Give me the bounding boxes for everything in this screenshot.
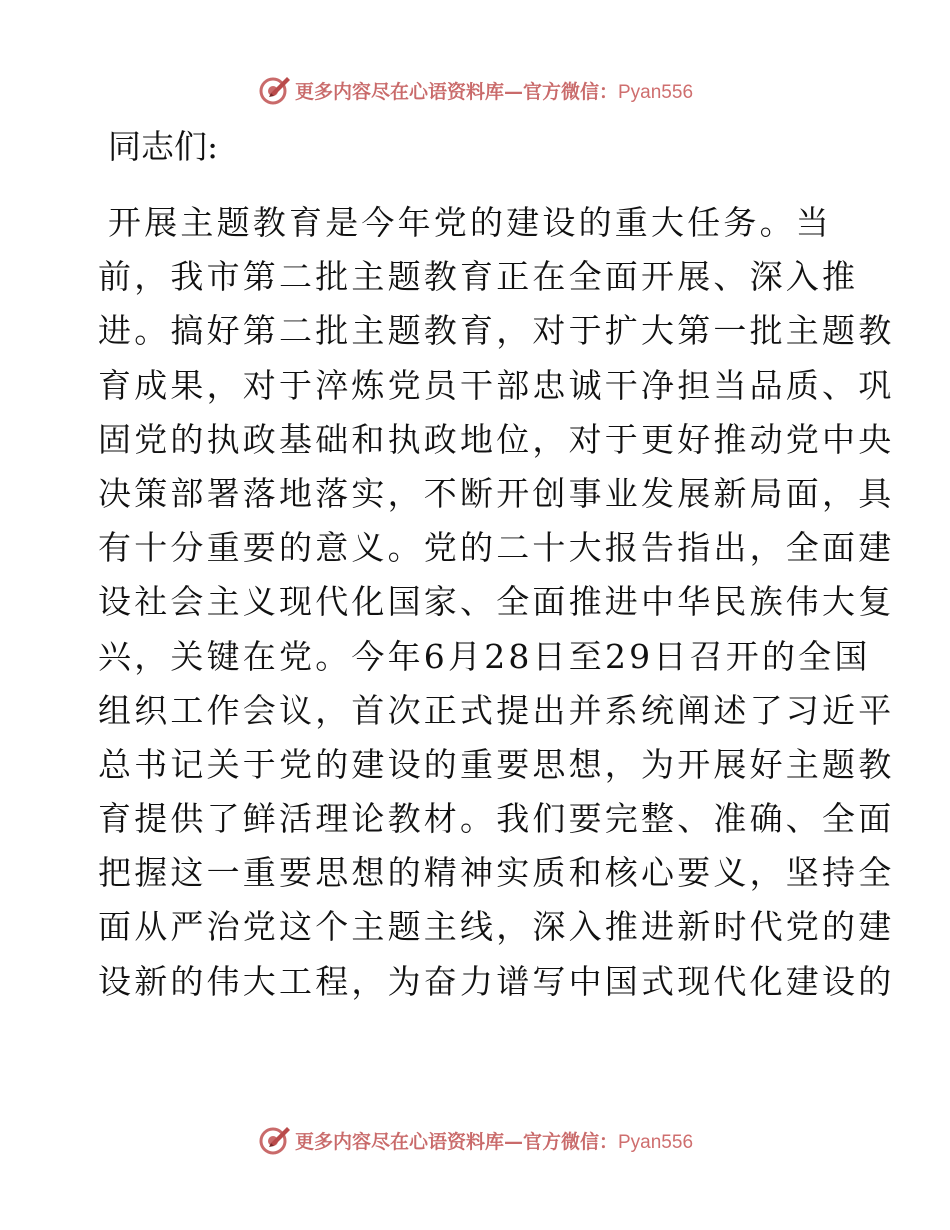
pen-logo-icon: [257, 73, 291, 107]
paragraph-line: 总书记关于党的建设的重要思想，为开展好主题教: [98, 744, 895, 784]
watermark-text: [295, 77, 693, 104]
paragraph-line: 开展主题教育是今年党的建设的重大任务。当: [108, 203, 832, 242]
paragraph-line: 固党的执政基础和执政地位，对于更好推动党中央: [98, 419, 895, 459]
watermark-main: 更多内容尽在心语资料库: [294, 1130, 504, 1153]
body-paragraph: [98, 196, 895, 1009]
paragraph-line: 兴，关键在党。今年6月28日至29日召开的全国: [98, 636, 871, 676]
paragraph-line: 有十分重要的意义。党的二十大报告指出，全面建: [98, 528, 895, 568]
watermark-banner-bottom: [0, 1120, 950, 1160]
paragraph-line: 设新的伟大工程，为奋力谱写中国式现代化建设的: [98, 961, 895, 1001]
watermark-main: 更多内容尽在心语资料库: [294, 80, 504, 103]
pen-logo-icon: [257, 1123, 291, 1157]
paragraph-line: 决策部署落地落实，不断开创事业发展新局面，具: [98, 473, 895, 513]
paragraph-line: 组织工作会议，首次正式提出并系统阐述了习近平: [98, 690, 895, 730]
paragraph-line: 育成果，对于淬炼党员干部忠诚干净担当品质、巩: [98, 365, 895, 405]
watermark-id: Pyan556: [618, 1131, 694, 1153]
paragraph-line: 进。搞好第二批主题教育，对于扩大第一批主题教: [98, 311, 895, 351]
paragraph-line: 面从严治党这个主题主线，深入推进新时代党的建: [98, 907, 895, 947]
watermark-sub: 官方微信：: [522, 80, 618, 103]
watermark-dash: —: [503, 80, 523, 103]
watermark-banner-top: [0, 70, 950, 110]
watermark-text: [295, 1127, 693, 1154]
paragraph-line: 设社会主义现代化国家、全面推进中华民族伟大复: [98, 582, 895, 622]
salutation: 同志们:: [108, 127, 219, 166]
paragraph-line: 把握这一重要思想的精神实质和核心要义，坚持全: [98, 853, 895, 893]
paragraph-line: 育提供了鲜活理论教材。我们要完整、准确、全面: [98, 799, 895, 839]
watermark-id: Pyan556: [618, 81, 694, 103]
watermark-sub: 官方微信：: [522, 1130, 618, 1153]
watermark-dash: —: [503, 1130, 523, 1153]
paragraph-line: 前，我市第二批主题教育正在全面开展、深入推: [98, 257, 859, 297]
